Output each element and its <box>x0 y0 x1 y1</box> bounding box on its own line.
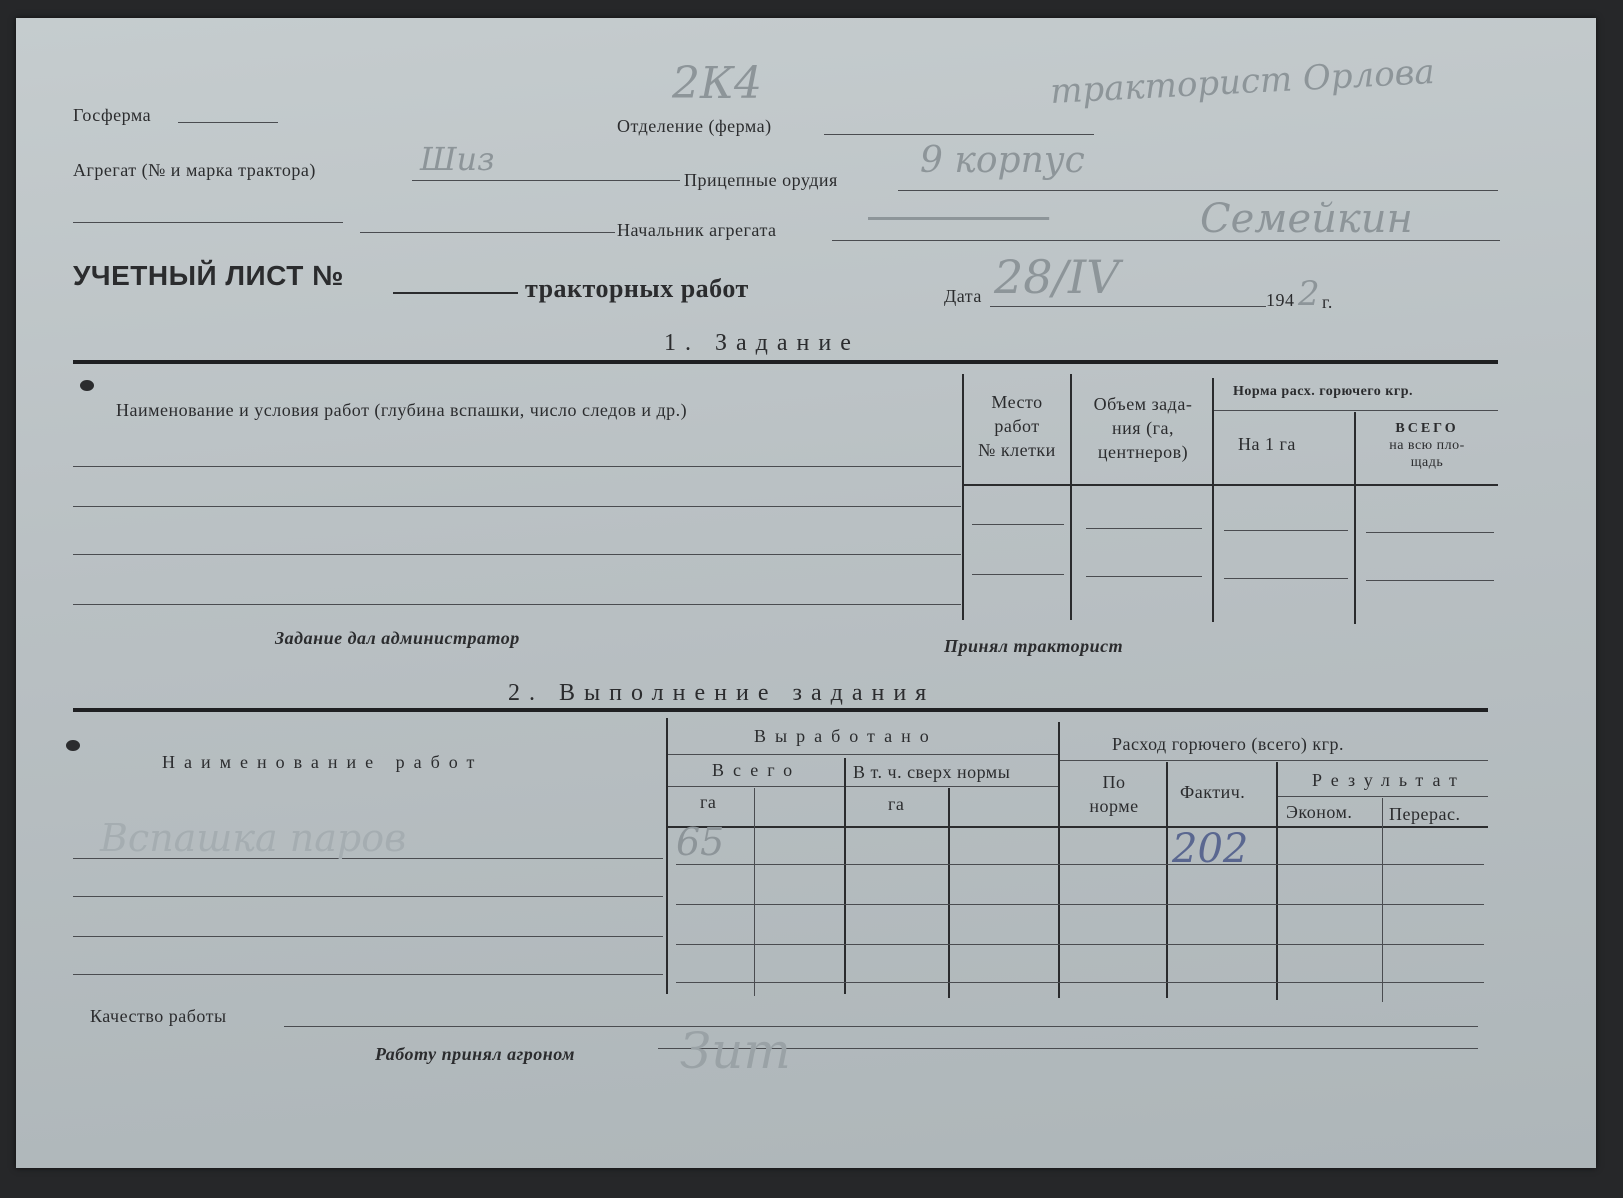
s1-vline-2 <box>1070 374 1072 620</box>
quality-label: Качество работы <box>90 1006 227 1026</box>
s2-col-pereras-header: Перерас. <box>1389 804 1461 824</box>
year-prefix: 194 <box>1266 290 1295 310</box>
s1-row-line <box>73 506 961 507</box>
ga-handwriting: 65 <box>676 820 725 864</box>
s2-ga-divider <box>668 786 1058 787</box>
s2-vline-2 <box>1058 722 1060 998</box>
s2-vline-5 <box>948 788 950 998</box>
s1-row-line <box>1366 532 1494 533</box>
s1-vline-4 <box>1354 412 1356 624</box>
section1-title: 1. Задание <box>664 330 860 356</box>
s2-row-line <box>676 944 1484 945</box>
pricepnye-line <box>898 190 1498 191</box>
s1-header-bottom-right <box>962 484 1498 486</box>
s2-col-ekonom-header: Эконом. <box>1286 802 1353 822</box>
s1-col-norma-header: Норма расх. горючего кгр. <box>1233 384 1414 399</box>
top-number-handwriting: 2К4 <box>672 58 763 109</box>
agronom-label: Работу принял агроном <box>375 1044 575 1064</box>
s2-rashod-divider <box>1060 760 1488 761</box>
s1-row-line <box>1224 578 1348 579</box>
year-suffix: г. <box>1322 292 1333 312</box>
pricepnye-handwriting: 9 корпус <box>920 140 1085 181</box>
s2-col-ga1-header: га <box>700 792 717 812</box>
s1-row-line <box>73 554 961 555</box>
otdelenie-label: Отделение (ферма) <box>617 116 772 136</box>
s1-row-line <box>972 524 1064 525</box>
s2-col-po-header: По норме <box>1089 772 1139 816</box>
s1-norma-divider <box>1214 410 1498 411</box>
blank-line-mid <box>360 232 615 233</box>
s2-col-result-header: Результат <box>1312 770 1466 790</box>
date-label: Дата <box>944 286 982 306</box>
date-line <box>990 306 1266 307</box>
section1-top-rule <box>73 360 1498 364</box>
s2-vyrabotano-divider <box>668 754 1058 755</box>
s1-header-bottom-left <box>73 466 961 467</box>
s2-col-fakt-header: Фактич. <box>1180 782 1246 802</box>
s2-vline-8 <box>1382 798 1383 1002</box>
s2-row-line <box>73 974 663 975</box>
s2-vline-3 <box>754 788 755 996</box>
year-handwriting: 2 <box>1298 274 1320 314</box>
s1-row-line <box>972 574 1064 575</box>
punch-hole-top <box>80 380 94 391</box>
s1-tractorist-label: Принял тракторист <box>944 636 1124 656</box>
s2-row-line <box>676 864 1484 865</box>
s1-row-line <box>1086 576 1202 577</box>
s2-header-bottom <box>668 826 1488 828</box>
date-handwriting: 28/IV <box>994 250 1120 304</box>
s2-row-line <box>73 936 663 937</box>
gosferma-label: Госферма <box>73 105 152 125</box>
otdelenie-line <box>824 134 1094 135</box>
s1-vline-1 <box>962 374 964 620</box>
work-name-handwriting: Вспашка паров <box>100 816 407 860</box>
s2-col-ga2-header: га <box>888 794 905 814</box>
nachalnik-handwriting: Семейкин <box>1200 196 1413 242</box>
s2-row-line <box>676 904 1484 905</box>
s2-col-sverh-header: В т. ч. сверх нормы <box>853 762 1011 782</box>
s2-col-vyrabotano-header: Выработано <box>754 726 938 746</box>
punch-hole-bottom <box>66 740 80 751</box>
agregat-label: Агрегат (№ и марка трактора) <box>73 160 316 180</box>
tractorist-handwriting: тракторист Орлова <box>1049 51 1436 113</box>
agronom-signature: Зит <box>680 1022 791 1080</box>
s1-row-line <box>1224 530 1348 531</box>
agregat-handwriting: Шиз <box>420 140 495 178</box>
pricepnye-label: Прицепные орудия <box>684 170 838 190</box>
quality-line <box>284 1026 1478 1027</box>
blank-line-left <box>73 222 343 223</box>
s1-col-name-header: Наименование и условия работ (глубина вспашки, число следов и др.) <box>116 400 688 420</box>
form-subtitle: тракторных работ <box>525 274 749 303</box>
agregat-line <box>412 180 680 181</box>
s2-col-vsego-header: Всего <box>712 760 802 780</box>
section2-top-rule <box>73 708 1488 712</box>
s2-row-line <box>73 896 663 897</box>
s2-vline-1 <box>666 718 668 994</box>
s2-col-rashod-header: Расход горючего (всего) кгр. <box>1112 734 1345 754</box>
s1-col-na1ga-header: На 1 га <box>1238 434 1296 454</box>
s1-row-line <box>1366 580 1494 581</box>
s2-vline-7 <box>1276 762 1278 1000</box>
nachalnik-strike <box>868 200 1049 235</box>
s2-vline-6 <box>1166 762 1168 998</box>
s1-col-vsego-header: ВСЕГО на всю пло- щадь <box>1389 421 1465 470</box>
gosferma-line <box>178 122 278 123</box>
s2-result-divider <box>1278 796 1488 797</box>
s2-vline-4 <box>844 758 846 994</box>
section2-title: 2. Выполнение задания <box>508 680 936 706</box>
fakt-handwriting: 202 <box>1172 826 1249 872</box>
s1-row-line <box>1086 528 1202 529</box>
s2-col-name-header: Наименование работ <box>162 752 484 772</box>
s1-row-line <box>73 604 961 605</box>
s1-vline-3 <box>1212 378 1214 622</box>
s1-admin-label: Задание дал администратор <box>275 628 520 648</box>
s2-row-line <box>676 982 1484 983</box>
nachalnik-label: Начальник агрегата <box>617 220 777 240</box>
s1-col-obem-header: Объем зада- ния (га, центнеров) <box>1093 394 1193 462</box>
form-number-line <box>393 292 518 294</box>
s1-col-mesto-header: Место работ № клетки <box>978 392 1056 460</box>
form-title: УЧЕТНЫЙ ЛИСТ № <box>73 260 344 291</box>
